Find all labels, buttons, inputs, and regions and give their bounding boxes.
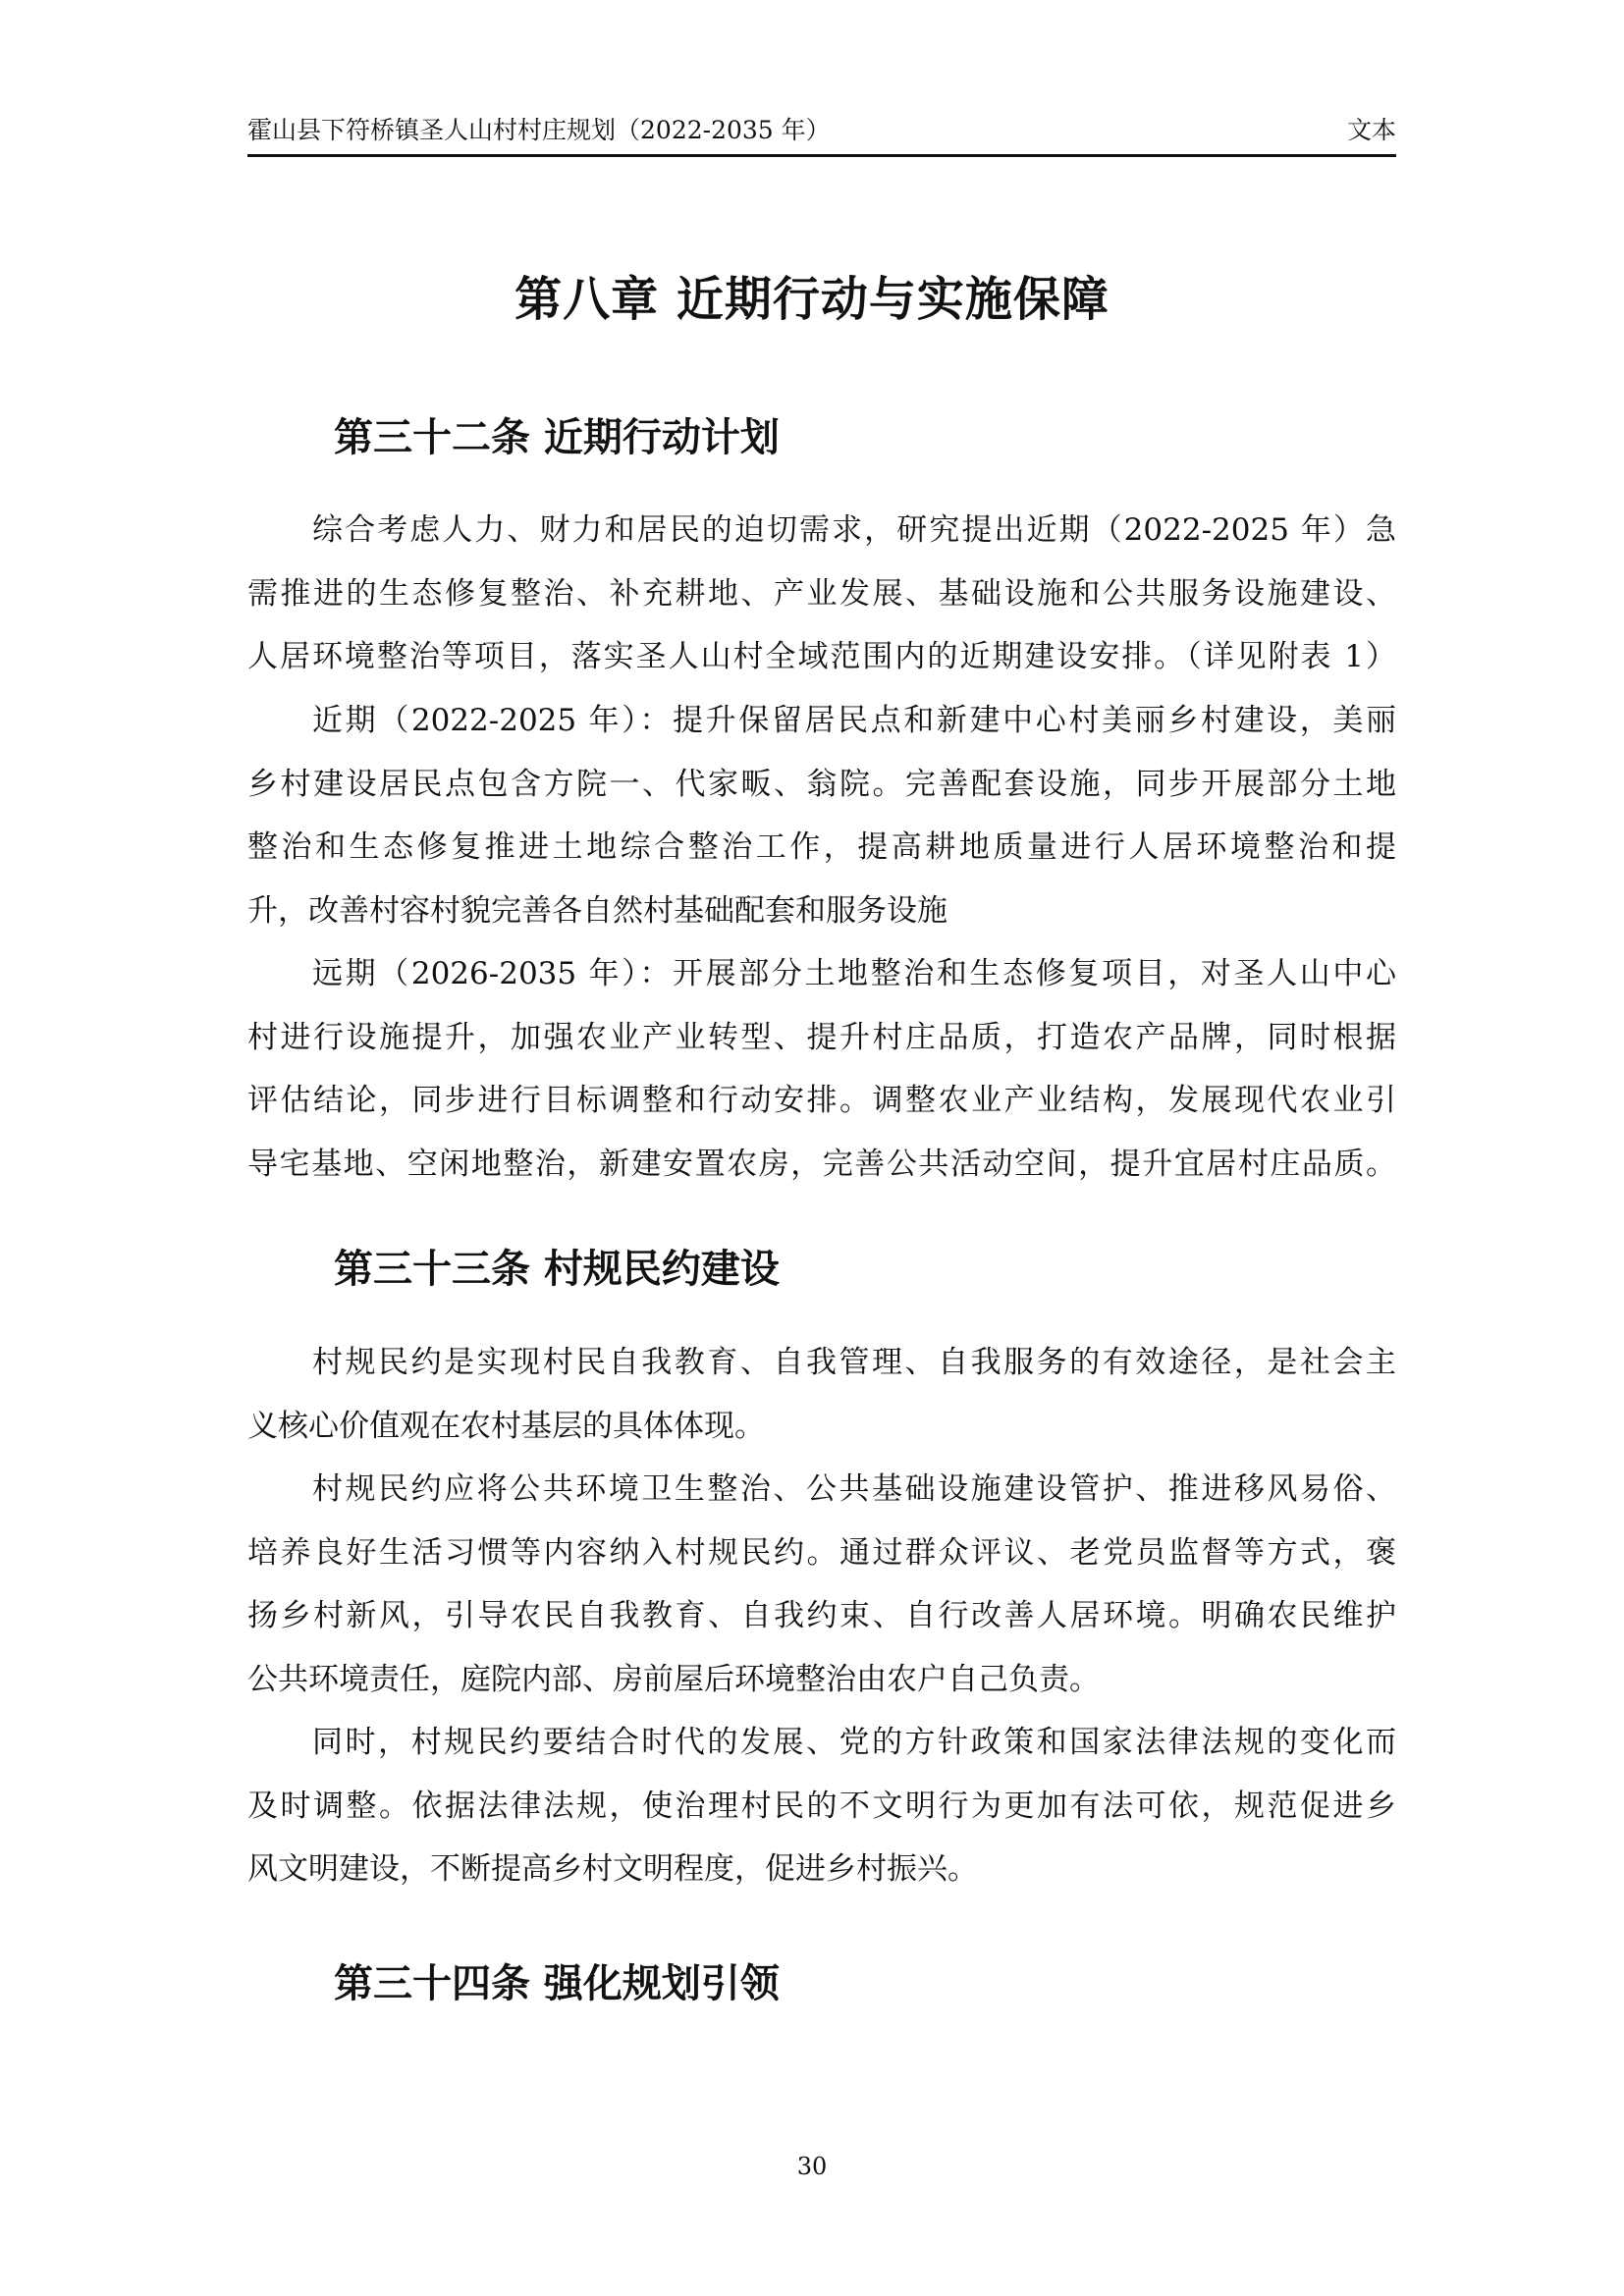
header-title: 霍山县下符桥镇圣人山村村庄规划（2022-2035 年）: [247, 116, 831, 144]
text-line: 综合考虑人力、财力和居民的迫切需求，研究提出近期（2022-2025 年）急: [312, 512, 1396, 548]
header-divider: [247, 154, 1396, 157]
text-line: 风文明建设，不断提高乡村文明程度，促进乡村振兴。: [247, 1851, 978, 1887]
text-line: 远期（2026-2035 年）：开展部分土地整治和生态修复项目，对圣人山中心: [312, 956, 1396, 991]
paragraph: [247, 1711, 1396, 1901]
text-line: 及时调整。依据法律法规，使治理村民的不文明行为更加有法可依，规范促进乡: [247, 1788, 1396, 1824]
text-line: 需推进的生态修复整治、补充耕地、产业发展、基础设施和公共服务设施建设、: [247, 575, 1396, 612]
text-line: 整治和生态修复推进土地综合整治工作，提高耕地质量进行人居环境整治和提: [247, 829, 1396, 865]
text-line: 村进行设施提升，加强农业产业转型、提升村庄品质，打造农产品牌，同时根据: [247, 1019, 1396, 1055]
text-line: 同时，村规民约要结合时代的发展、党的方针政策和国家法律法规的变化而: [312, 1725, 1396, 1760]
page-number: 30: [796, 2153, 828, 2180]
article-32-heading: 第三十二条 近期行动计划: [334, 415, 780, 460]
paragraph: [247, 1458, 1396, 1711]
text-line: 评估结论，同步进行目标调整和行动安排。调整农业产业结构，发展现代农业引: [247, 1083, 1396, 1118]
text-line: 义核心价值观在农村基层的具体体现。: [247, 1408, 765, 1444]
text-line: 导宅基地、空闲地整治，新建安置农房，完善公共活动空间，提升宜居村庄品质。: [247, 1146, 1396, 1182]
text-line: 扬乡村新风，引导农民自我教育、自我约束、自行改善人居环境。明确农民维护: [247, 1598, 1396, 1633]
chapter-title: 第八章 近期行动与实施保障: [514, 272, 1110, 327]
text-line: 乡村建设居民点包含方院一、代家畈、翁院。完善配套设施，同步开展部分土地: [247, 766, 1396, 802]
paragraph: [247, 499, 1396, 689]
paragraph: [247, 689, 1396, 942]
text-line: 公共环境责任，庭院内部、房前屋后环境整治由农户自己负责。: [247, 1661, 1100, 1697]
text-line: 升，改善村容村貌完善各自然村基础配套和服务设施: [247, 892, 947, 929]
header-doc-type: 文本: [1346, 116, 1396, 144]
text-line: 人居环境整治等项目，落实圣人山村全域范围内的近期建设安排。（详见附表 1）: [247, 639, 1396, 674]
paragraph: [247, 942, 1396, 1196]
article-34-heading: 第三十四条 强化规划引领: [334, 1961, 780, 2006]
running-header: [247, 112, 1396, 149]
text-line: 村规民约是实现村民自我教育、自我管理、自我服务的有效途径，是社会主: [312, 1345, 1396, 1380]
text-line: 培养良好生活习惯等内容纳入村规民约。通过群众评议、老党员监督等方式，褒: [247, 1534, 1396, 1571]
text-line: 村规民约应将公共环境卫生整治、公共基础设施建设管护、推进移风易俗、: [312, 1471, 1396, 1507]
paragraph: [247, 1331, 1396, 1458]
article-33-heading: 第三十三条 村规民约建设: [334, 1247, 780, 1292]
text-line: 近期（2022-2025 年）：提升保留居民点和新建中心村美丽乡村建设，美丽: [312, 703, 1396, 738]
